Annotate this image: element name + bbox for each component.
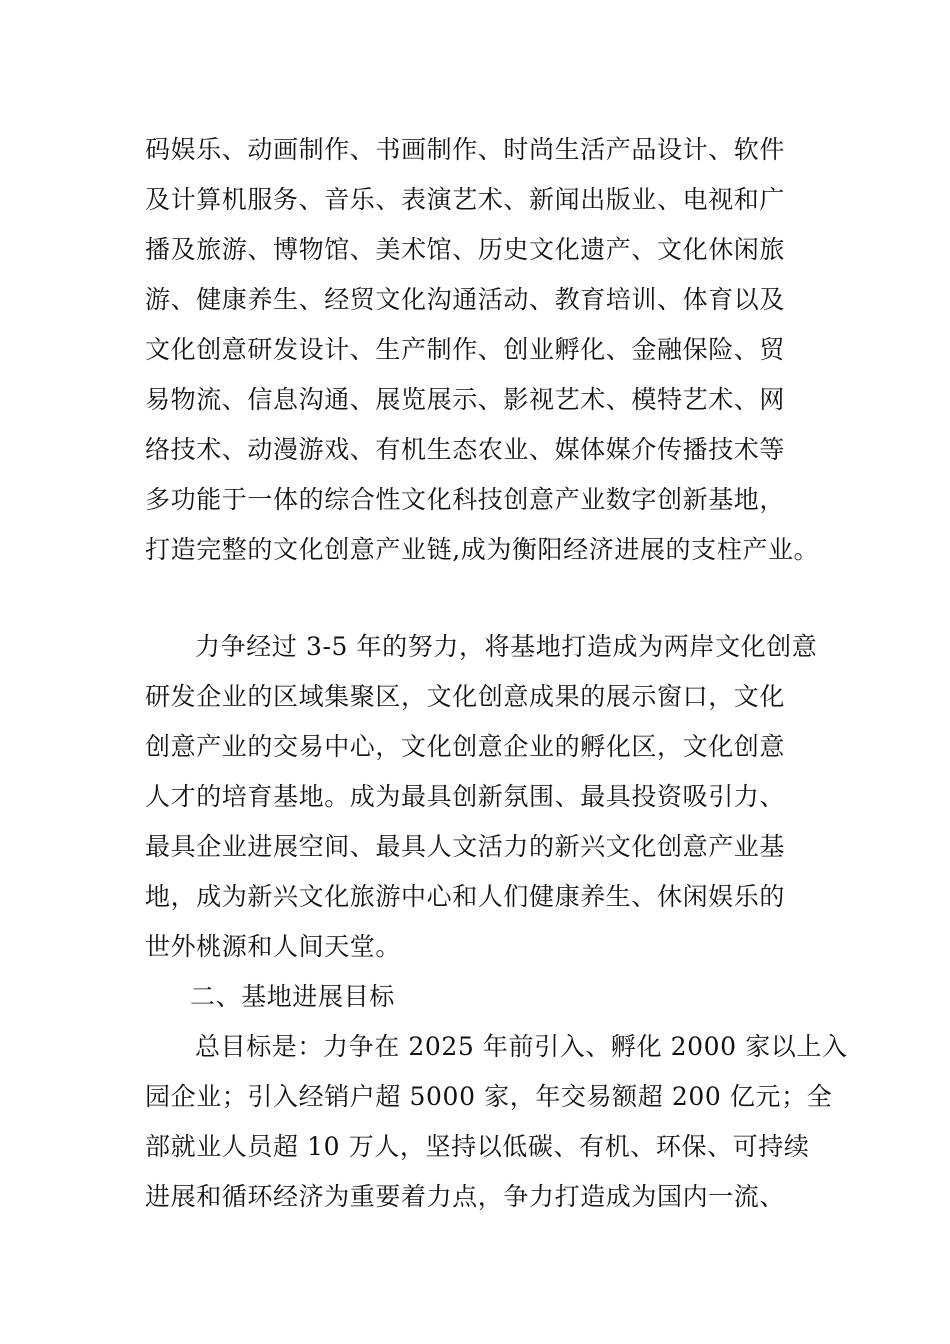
paragraph-2-line-7: 世外桃源和人间天堂。 xyxy=(145,932,402,961)
section-heading: 二、基地进展目标 xyxy=(190,982,395,1011)
paragraph-1-line-9: 打造完整的文化创意产业链,成为衡阳经济进展的支柱产业。 xyxy=(145,535,820,564)
paragraph-3-line-4: 进展和循环经济为重要着力点，争力打造成为国内一流、 xyxy=(145,1182,786,1211)
paragraph-2-line-4: 人才的培育基地。成为最具创新氛围、最具投资吸引力、 xyxy=(145,782,786,811)
paragraph-1-line-2: 及计算机服务、音乐、表演艺术、新闻出版业、电视和广 xyxy=(145,185,786,214)
paragraph-2-line-6: 地，成为新兴文化旅游中心和人们健康养生、休闲娱乐的 xyxy=(145,882,786,911)
paragraph-1-line-6: 易物流、信息沟通、展览展示、影视艺术、模特艺术、网 xyxy=(145,385,786,414)
paragraph-1-line-3: 播及旅游、博物馆、美术馆、历史文化遗产、文化休闲旅 xyxy=(145,235,786,264)
paragraph-2-line-2: 研发企业的区域集聚区，文化创意成果的展示窗口，文化 xyxy=(145,682,786,711)
paragraph-1-line-7: 络技术、动漫游戏、有机生态农业、媒体媒介传播技术等 xyxy=(145,435,786,464)
paragraph-1-line-4: 游、健康养生、经贸文化沟通活动、教育培训、体育以及 xyxy=(145,285,786,314)
paragraph-2-line-1: 力争经过 3-5 年的努力，将基地打造成为两岸文化创意 xyxy=(195,632,818,661)
paragraph-3-line-1: 总目标是：力争在 2025 年前引入、孵化 2000 家以上入 xyxy=(195,1032,848,1061)
paragraph-3-line-3: 部就业人员超 10 万人，坚持以低碳、有机、环保、可持续 xyxy=(145,1132,810,1161)
paragraph-1-line-1: 码娱乐、动画制作、书画制作、时尚生活产品设计、软件 xyxy=(145,135,786,164)
paragraph-2-line-5: 最具企业进展空间、最具人文活力的新兴文化创意产业基 xyxy=(145,832,786,861)
paragraph-1-line-5: 文化创意研发设计、生产制作、创业孵化、金融保险、贸 xyxy=(145,335,786,364)
paragraph-3-line-2: 园企业；引入经销户超 5000 家，年交易额超 200 亿元；全 xyxy=(145,1082,833,1111)
paragraph-1-line-8: 多功能于一体的综合性文化科技创意产业数字创新基地， xyxy=(145,485,786,514)
paragraph-2-line-3: 创意产业的交易中心，文化创意企业的孵化区，文化创意 xyxy=(145,732,786,761)
